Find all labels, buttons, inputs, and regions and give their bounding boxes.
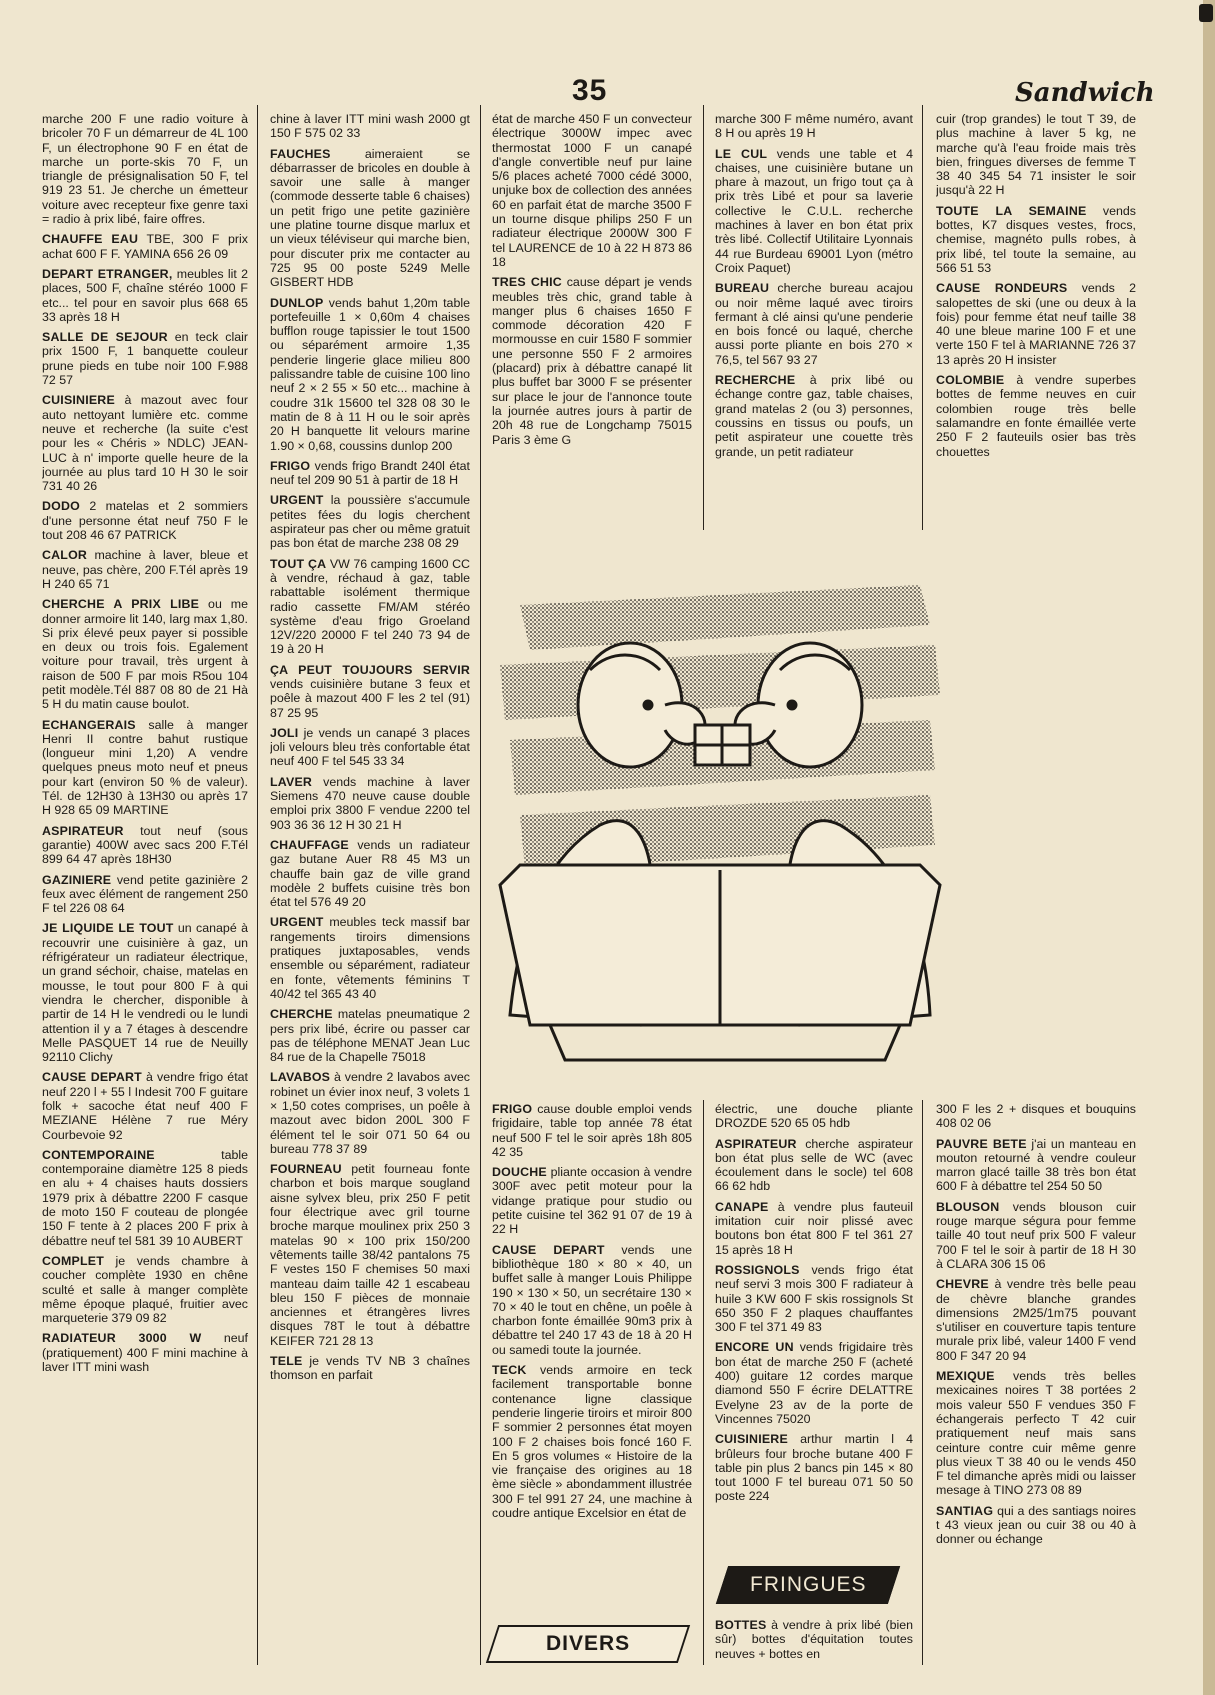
classifieds-column-1 — [42, 112, 248, 1664]
classified-ad — [270, 1070, 470, 1156]
classified-ad — [270, 1007, 470, 1064]
ad-text: vends frigo état neuf servi 3 mois 300 F radiateur à huile 3 KW 600 F skis rossignols St 650 350 F 2 plaques chauffantes 300 F tel 371 49 83 — [715, 1262, 913, 1335]
classified-ad — [42, 112, 248, 226]
classifieds-column-9 — [715, 1618, 913, 1666]
classified-ad — [270, 775, 470, 832]
classified-ad — [936, 1200, 1136, 1271]
column-rule — [480, 105, 481, 1665]
classified-ad — [936, 281, 1136, 367]
classified-ad — [492, 1102, 692, 1159]
ad-keyword: BLOUSON — [936, 1199, 1000, 1214]
classified-ad — [270, 663, 470, 720]
classified-ad — [715, 1618, 913, 1661]
classified-ad — [270, 1354, 470, 1383]
ad-text: un canapé à recouvrir une cuisinière à gaz, un réfrigérateur un radiateur électrique, un grand séchoir, chaise, matelas en mousse, le tout pour 800 F à qui viendra le chercher, disponible à partir de 14 H le vendredi ou le lundi attention il y a 7 étages à descendre Melle PASQUET 14 rue de Neuilly 92110 Clichy — [42, 921, 248, 1065]
ad-text: je vends TV NB 3 chaînes thomson en parfait — [270, 1354, 470, 1383]
ad-keyword: CONTEMPORAINE — [42, 1147, 155, 1162]
ad-text: je vends chambre à coucher complète 1930 en chêne sculté et salle à manger complète même époque plaqué, fruitier avec marqueterie 379 09 82 — [42, 1253, 248, 1326]
classified-ad — [492, 275, 692, 447]
ad-keyword: DODO — [42, 499, 80, 514]
ad-keyword: FRIGO — [270, 458, 311, 473]
ad-text: marche 300 F même numéro, avant 8 H ou après 19 H — [715, 112, 913, 141]
ad-text: vends une table et 4 chaises, une cuisinière butane un phare à mazout, un frigo tout ça à prix très Libé et pour sa laverie collective le C.U.L. recherche machines à laver en bon état prix très libé. Collectif Utilitaire Lyonnais 44 rue Burdeau 69001 Lyon (métro Croix Paquet) — [715, 146, 913, 275]
ad-text: en teck clair prix 1500 F, 1 banquette couleur prune pieds en tube noir 100 F.988 72 57 — [42, 330, 248, 388]
ad-text: à mazout avec four auto nettoyant lumière etc. comme neuve et recherche (la suite c'est pour les « Chéris » NDLC) JEAN-LUC à n' importe quelle heure de la journée au plus tard 10 H 30 le soir 731 40 26 — [42, 393, 248, 494]
classified-ad — [42, 1254, 248, 1325]
ad-keyword: DOUCHE — [492, 1165, 547, 1180]
ad-text: cherche aspirateur bon état plus selle de WC (avec écoulement dans le socle) tel 608 66 62 hdb — [715, 1136, 913, 1194]
ad-keyword: LE CUL — [715, 146, 768, 161]
ad-keyword: SANTIAG — [936, 1503, 994, 1518]
ad-text: VW 76 camping 1600 CC à vendre, réchaud à gaz, table rabattable isolément thermique radio cassette FM/AM stéréo système d'eau frigo Groeland 12V/220 20000 F tel 240 73 94 de 19 à 20 H — [270, 556, 470, 657]
ad-text: j'ai un manteau en mouton retourné à vendre couleur marron glacé taille 38 très bon état 600 F à débattre tel 254 50 50 — [936, 1136, 1136, 1194]
ad-text: vends machine à laver Siemens 470 neuve cause double emploi prix 3800 F vendue 2200 tel 903 36 36 12 H 30 21 H — [270, 774, 470, 832]
cartoon-illustration — [490, 555, 950, 1065]
classified-ad — [42, 824, 248, 867]
ad-keyword: COLOMBIE — [936, 373, 1005, 388]
ad-text: cherche bureau acajou ou noir même laqué avec tiroirs fermant à clé ainsi qu'une penderie en bois foncé ou laqué, cherche aussi porte pliante en bois 270 × 76,5, tel 567 93 27 — [715, 281, 913, 367]
classified-ad — [42, 499, 248, 542]
ad-text: je vends un canapé 3 places joli velours bleu très confortable état neuf 400 F tel 545 33 34 — [270, 725, 470, 769]
column-rule — [922, 1100, 923, 1665]
ad-text: 300 F les 2 + disques et bouquins 408 02 06 — [936, 1102, 1136, 1131]
ad-text: vends une bibliothèque 180 × 80 × 40, un buffet salle à manger Louis Philippe 190 × 130 × 50, un secrétaire 130 × 70 × 40 le tout en chêne, un poêle à charbon fonte émaillée 90m3 prix à débattre tel 240 17 43 de 18 à 20 H ou samedi toute la journée. — [492, 1242, 692, 1357]
seat-back — [500, 865, 940, 1060]
classified-ad — [936, 1102, 1136, 1131]
classified-ad — [42, 1070, 248, 1141]
classified-ad — [42, 1331, 248, 1374]
ad-text: vends un radiateur gaz butane Auer R8 45 M3 un chauffe bain gaz de ville grand modèle 2 buffets cuisine très bon état tel 576 49 20 — [270, 837, 470, 910]
ad-text: ou me donner armoire lit 140, larg max 1,80. Si prix élevé peux payer si possible en deux ou trois fois. Egalement voiture pour travail, très urgent à raison de 500 F par mois R5ou 104 petit modèle.Tél 887 08 80 de 21 Hà 5 H du matin cause boulot. — [42, 597, 248, 712]
ad-text: vends 2 salopettes de ski (une ou deux à la fois) pour femme état neuf taille 38 40 une bleue marine 100 F et une verte 150 F tel à MARIANNE 726 37 13 après 20 H insister — [936, 281, 1136, 367]
ad-text: cause départ je vends meubles très chic, grand table à manger plus 6 chaises 1650 F commode décoration 420 F mormousse en cuir 1580 F sommier une personne 550 F 2 armoires (placard) prix à débattre canapé lit plus buffet bar 3000 F se présenter sur place le jour de l'annonce toute la journée autres jours à partir de 20h 48 rue de Longchamp 75015 Paris 3 ème G — [492, 275, 692, 447]
ad-keyword: ASPIRATEUR — [42, 823, 124, 838]
ad-text: salle à manger Henri II contre bahut rustique (longueur mini 1,20) A vendre quelques pneus moto neuf et pneus pour kart (environ 50 % de valeur). Tél. de 12H30 à 13H30 ou après 17 H 928 65 09 MARTINE — [42, 717, 248, 818]
classifieds-column-5 — [936, 112, 1136, 532]
ad-keyword: FRIGO — [492, 1102, 533, 1116]
classified-ad — [715, 1432, 913, 1503]
classified-ad — [270, 493, 470, 550]
ad-text: marche 200 F une radio voiture à bricoler 70 F un démarreur de 4L 100 F, un électrophone 90 F en état de marche un porte-skis 70 F, un triangle de présignalisation 50 F, tel 919 23 51. Je cherche un émetteur voiture avec recepteur fixe genre taxi = radio à prix libé, faire offres. — [42, 112, 248, 227]
ad-text: neuf (pratiquement) 400 F mini machine à laver ITT mini wash — [42, 1331, 248, 1375]
ad-text: machine à laver, bleue et neuve, pas chère, 200 F.Tél après 19 H 240 65 71 — [42, 548, 248, 591]
ad-keyword: CAUSE DEPART — [42, 1070, 142, 1085]
classified-ad — [270, 557, 470, 657]
ad-text: à vendre 2 lavabos avec robinet un évier inox neuf, 3 volets 1 × 1,50 cotes comprises, un poêle à mazout avec bidon 200L 300 F élément tel le soir 071 50 64 ou bureau 778 37 89 — [270, 1070, 470, 1156]
ad-text: table contemporaine diamètre 125 8 pieds en alu + 4 chaises hauts dossiers 1979 prix à débattre 2200 F casque de moto 150 F couteau de plongée 150 F tente à 2 places 200 F prix à débattre neuf tel 581 39 10 AUBERT — [42, 1147, 248, 1248]
ad-text: pliante occasion à vendre 300F avec petit moteur pour la vidange pratique pour studio ou petite cuisine tel 362 91 07 de 19 à 22 H — [492, 1165, 692, 1237]
classified-ad — [270, 726, 470, 769]
classified-ad — [715, 373, 913, 459]
classified-ad — [492, 112, 692, 269]
ad-keyword: JE LIQUIDE LE TOUT — [42, 921, 174, 936]
ad-keyword: CHERCHE A PRIX LIBE — [42, 597, 200, 612]
ad-keyword: DEPART ETRANGER, — [42, 266, 173, 281]
ad-keyword: MEXIQUE — [936, 1369, 995, 1384]
classifieds-column-8 — [936, 1102, 1136, 1664]
ad-text: cause double emploi vends frigidaire, table top année 78 état neuf 500 F tel le soir après 18h 805 42 35 — [492, 1102, 692, 1159]
classified-ad — [936, 112, 1136, 198]
ad-keyword: FAUCHES — [270, 146, 331, 161]
ad-text: à vendre superbes bottes de femme neuves en cuir colombien rouge très belle salamandre en fonte émaillée verte 250 F 2 fauteuils osier bas très chouettes — [936, 373, 1136, 459]
ad-keyword: TOUT ÇA — [270, 556, 327, 571]
ad-text: arthur martin l 4 brûleurs four broche butane 400 F table pin plus 2 bancs pin 145 × 80 tout 1000 F tel bureau 071 50 50 poste 224 — [715, 1432, 913, 1504]
ad-text: vends bottes, K7 disques vestes, frocs, chemise, magnéto pulls robes, à prix libé, tel toute la semaine, au 566 51 53 — [936, 203, 1136, 275]
fringues-section-header: FRINGUES — [716, 1566, 900, 1604]
classifieds-column-3 — [492, 112, 692, 532]
gift-parcel — [695, 725, 750, 765]
classified-ad — [715, 1263, 913, 1334]
ad-keyword: CUISINIERE — [42, 393, 115, 408]
ad-keyword: DUNLOP — [270, 295, 324, 310]
classified-ad — [936, 204, 1136, 275]
ad-keyword: TECK — [492, 1363, 527, 1378]
ad-text: à vendre frigo état neuf 220 l + 55 l Indesit 700 F guitare folk + sacoche état neuf 400 F MEZIANE Hélène 7 rue Méry Courbevoie 92 — [42, 1070, 248, 1142]
classified-ad — [42, 548, 248, 591]
ad-keyword: PAUVRE BETE — [936, 1136, 1027, 1151]
ad-text: à prix libé ou échange contre gaz, table chaises, grand matelas 2 (ou 3) personnes, coussins en tissus ou poufs, un petit aspirateur une couette très grande, un petit radiateur — [715, 373, 913, 459]
classified-ad — [42, 330, 248, 387]
page-number: 35 — [572, 74, 608, 107]
ad-text: vends blouson cuir rouge marque ségura pour femme taille 40 tout neuf prix 500 F valeur 700 F tel le soir à partir de 18 H 30 à CLARA 306 15 06 — [936, 1199, 1136, 1271]
ad-keyword: FOURNEAU — [270, 1162, 342, 1177]
classified-ad — [715, 1340, 913, 1426]
ad-keyword: TOUTE LA SEMAINE — [936, 203, 1087, 218]
classifieds-column-2 — [270, 112, 470, 1664]
column-rule — [922, 105, 923, 530]
corner-mark — [1199, 4, 1213, 22]
classified-ad — [492, 1363, 692, 1520]
ad-keyword: CHAUFFAGE — [270, 837, 349, 852]
ad-keyword: ASPIRATEUR — [715, 1136, 797, 1151]
ad-keyword: URGENT — [270, 915, 324, 930]
classified-ad — [42, 267, 248, 324]
ad-text: meubles lit 2 places, 500 F, chaîne stéréo 1000 F etc... tel pour en savoir plus 668 65 33 après 18 H — [42, 266, 248, 324]
classified-ad — [715, 147, 913, 276]
ad-keyword: CAUSE RONDEURS — [936, 281, 1068, 296]
column-rule — [703, 105, 704, 530]
classified-ad — [42, 718, 248, 818]
classified-ad — [936, 1369, 1136, 1498]
ad-keyword: TELE — [270, 1354, 303, 1369]
classified-ad — [270, 112, 470, 141]
ad-text: vends frigidaire très bon état de marche 250 F (acheté 400) guitare 12 cordes marque diamond 550 F écrire DELATTRE Evelyne 23 av de la porte de Vincennes 75020 — [715, 1340, 913, 1426]
ad-keyword: GAZINIERE — [42, 872, 112, 887]
ad-keyword: CAUSE DEPART — [492, 1242, 605, 1257]
ad-text: à vendre plus fauteuil imitation cuir noir plissé avec boutons bon état 800 F tel 361 27 15 après 18 H — [715, 1199, 913, 1257]
ad-text: vend petite gazinière 2 feux avec élément de rangement 250 F tel 226 08 64 — [42, 872, 248, 916]
classified-ad — [42, 921, 248, 1064]
classified-ad — [715, 1200, 913, 1257]
classifieds-column-7 — [715, 1102, 913, 1572]
ad-keyword: JOLI — [270, 725, 299, 740]
classified-ad — [270, 147, 470, 290]
ad-keyword: SALLE DE SEJOUR — [42, 330, 168, 345]
classified-ad — [715, 112, 913, 141]
classified-ad — [715, 1102, 913, 1131]
ad-keyword: ECHANGERAIS — [42, 717, 136, 732]
classified-ad — [936, 373, 1136, 459]
ad-keyword: LAVER — [270, 774, 313, 789]
ad-keyword: CHEVRE — [936, 1277, 989, 1292]
ad-text: vends frigo Brandt 240l état neuf tel 209 90 51 à partir de 18 H — [270, 458, 470, 488]
column-rule — [257, 105, 258, 1665]
ad-keyword: ROSSIGNOLS — [715, 1262, 800, 1277]
ad-text: 2 matelas et 2 sommiers d'une personne état neuf 750 F le tout 208 46 67 PATRICK — [42, 499, 248, 543]
ad-keyword: COMPLET — [42, 1253, 104, 1268]
ad-text: cuir (trop grandes) le tout T 39, de plus machine à laver 5 kg, ne marche qu'à l'eau froide mais très bien, fringues diverses de femme T 38 40 345 54 71 insister le soir jusqu'à 22 H — [936, 112, 1136, 198]
classified-ad — [936, 1277, 1136, 1363]
ad-text: petit fourneau fonte charbon et bois marque sougland aisne sylvex bleu, prix 250 F petit four électrique avec gril tourne broche marque moulinex prix 250 3 matelas 90 × 100 prix 150/200 vêtements taille 38/42 pantalons 75 F vestes 150 F chemises 50 maxi manteau daim taille 42 1 escabeau bleu 150 F pièces de monnaie anciennes et étrangères livres disques 78T le tout à débattre KEIFER 721 28 13 — [270, 1162, 470, 1348]
classifieds-column-4 — [715, 112, 913, 532]
divers-section-header: DIVERS — [486, 1625, 690, 1663]
ad-keyword: BUREAU — [715, 281, 770, 296]
ad-keyword: CANAPE — [715, 1199, 769, 1214]
ad-text: vends cuisinière butane 3 feux et poêle à mazout 400 F les 2 tel (91) 87 25 95 — [270, 676, 470, 720]
classified-ad — [936, 1137, 1136, 1194]
classified-ad — [492, 1165, 692, 1236]
ad-text: vends armoire en teck facilement transportable bonne contenance ligne classique penderie lingerie tiroirs et miroir 800 F sommier 2 personnes état moyen 100 F 2 chaises bois foncé 160 F. En 5 gros volumes « Histoire de la vie française des origines au 18 ème siècle » abondamment illustrée 300 F tel 991 27 24, une machine à coudre antique Excelsior en état de — [492, 1363, 692, 1521]
ad-text: tout neuf (sous garantie) 400W avec sacs 200 F.Tél 899 64 47 après 18H30 — [42, 823, 248, 867]
classified-ad — [936, 1504, 1136, 1547]
ad-text: vends bahut 1,20m table portefeuille 1 × 0,60m 4 chaises bufflon rouge tapissier le tout 1500 ou séparément armoire 1,35 penderie lingerie glace milieu 800 palissandre table de cuisine 100 lino neuf 2 × 2 55 × 50 etc... machine à coudre 31k 15600 tel 328 08 30 le matin de 8 à 11 H ou le soir après 20 H banquette lit velours marine 1.90 × 0,68, coussins dunlop 200 — [270, 295, 470, 453]
ad-text: état de marche 450 F un convecteur électrique 3000W impec avec thermostat 1000 F un canapé d'angle convertible neuf pur laine 5/6 places acheté 7000 cédé 3000, unjuke box de collection des années 60 en parfait état de marche 3500 F un tourne disque philips 250 F un radiateur électrique 2000W 300 F tel LAURENCE de 10 à 22 H 873 86 18 — [492, 112, 692, 269]
ad-keyword: CUISINIERE — [715, 1432, 788, 1447]
classified-ad — [715, 281, 913, 367]
classified-ad — [42, 393, 248, 493]
ad-keyword: CHERCHE — [270, 1007, 333, 1022]
ad-keyword: URGENT — [270, 493, 324, 508]
ad-text: à vendre à prix libé (bien sûr) bottes d'équitation toutes neuves + bottes en — [715, 1618, 913, 1661]
classified-ad — [42, 232, 248, 261]
ad-keyword: RECHERCHE — [715, 373, 796, 388]
classified-ad — [715, 1137, 913, 1194]
ad-text: TBE, 300 F prix achat 600 F F. YAMINA 656 26 09 — [42, 232, 248, 261]
ad-keyword: ÇA PEUT TOUJOURS SERVIR — [270, 662, 470, 677]
ad-text: chine à laver ITT mini wash 2000 gt 150 F 575 02 33 — [270, 112, 470, 141]
publication-logo: Sandwich — [1015, 78, 1155, 108]
ad-text: matelas pneumatique 2 pers prix libé, écrire ou passer car pas de téléphone MENAT Jean Luc 84 rue de la Chapelle 75018 — [270, 1007, 470, 1065]
classifieds-column-6 — [492, 1102, 692, 1592]
column-rule — [703, 1100, 704, 1665]
classified-ad — [270, 838, 470, 909]
classified-ad — [270, 915, 470, 1001]
classified-ad — [270, 296, 470, 453]
classified-ad — [270, 459, 470, 488]
ad-keyword: LAVABOS — [270, 1070, 331, 1085]
ad-keyword: CHAUFFE EAU — [42, 232, 139, 247]
classified-ad — [42, 1148, 248, 1248]
ad-text: qui a des santiags noires t 43 vieux jean ou cuir 38 ou 40 à donner ou échange — [936, 1503, 1136, 1547]
page-edge — [1203, 0, 1215, 1695]
ad-text: vends très belles mexicaines noires T 38 portées 2 mois valeur 550 F vendues 350 F échangerais perfecto T 42 cuir pratiquement neuf mais sans ceinture contre cuir même genre plus vieux T 38 40 ou le vends 450 F tel dimanche après midi ou laisser mesage à TINO 273 08 89 — [936, 1369, 1136, 1498]
classified-ad — [492, 1243, 692, 1357]
classified-ad — [270, 1162, 470, 1348]
classified-ad — [42, 873, 248, 916]
ad-keyword: CALOR — [42, 548, 88, 563]
ad-text: la poussière s'accumule petites fées du logis cherchent aspirateur pas cher ou même gratuit pas bon état de marche 238 08 29 — [270, 493, 470, 551]
ad-keyword: RADIATEUR 3000 W — [42, 1331, 202, 1346]
ad-keyword: TRES CHIC — [492, 275, 562, 290]
ad-keyword: ENCORE UN — [715, 1340, 794, 1355]
ad-text: aimeraient se débarrasser de bricoles en double à savoir une salle à manger (commode desserte table 6 chaises) un petit frigo une petite gazinière une platine tourne disque marlux et un vieux téléviseur qui marche bien, pour discuter prix me contacter au 725 95 00 poste 5249 Melle GISBERT HDB — [270, 146, 470, 290]
ad-text: à vendre très belle peau de chèvre blanche grandes dimensions 2M25/1m75 pouvant s'utiliser en couverture tapis tenture murale prix libé, valeur 1400 F vend 800 F 347 20 94 — [936, 1277, 1136, 1363]
ad-text: électric, une douche pliante DROZDE 520 65 05 hdb — [715, 1102, 913, 1131]
classified-ad — [42, 597, 248, 711]
ad-keyword: BOTTES — [715, 1618, 767, 1632]
ad-text: meubles teck massif bar rangements tiroirs dimensions pratiques juxtaposables, vends ensemble ou séparément, radiateur en fonte, vêtements féminins T 40/42 tel 365 43 40 — [270, 915, 470, 1001]
